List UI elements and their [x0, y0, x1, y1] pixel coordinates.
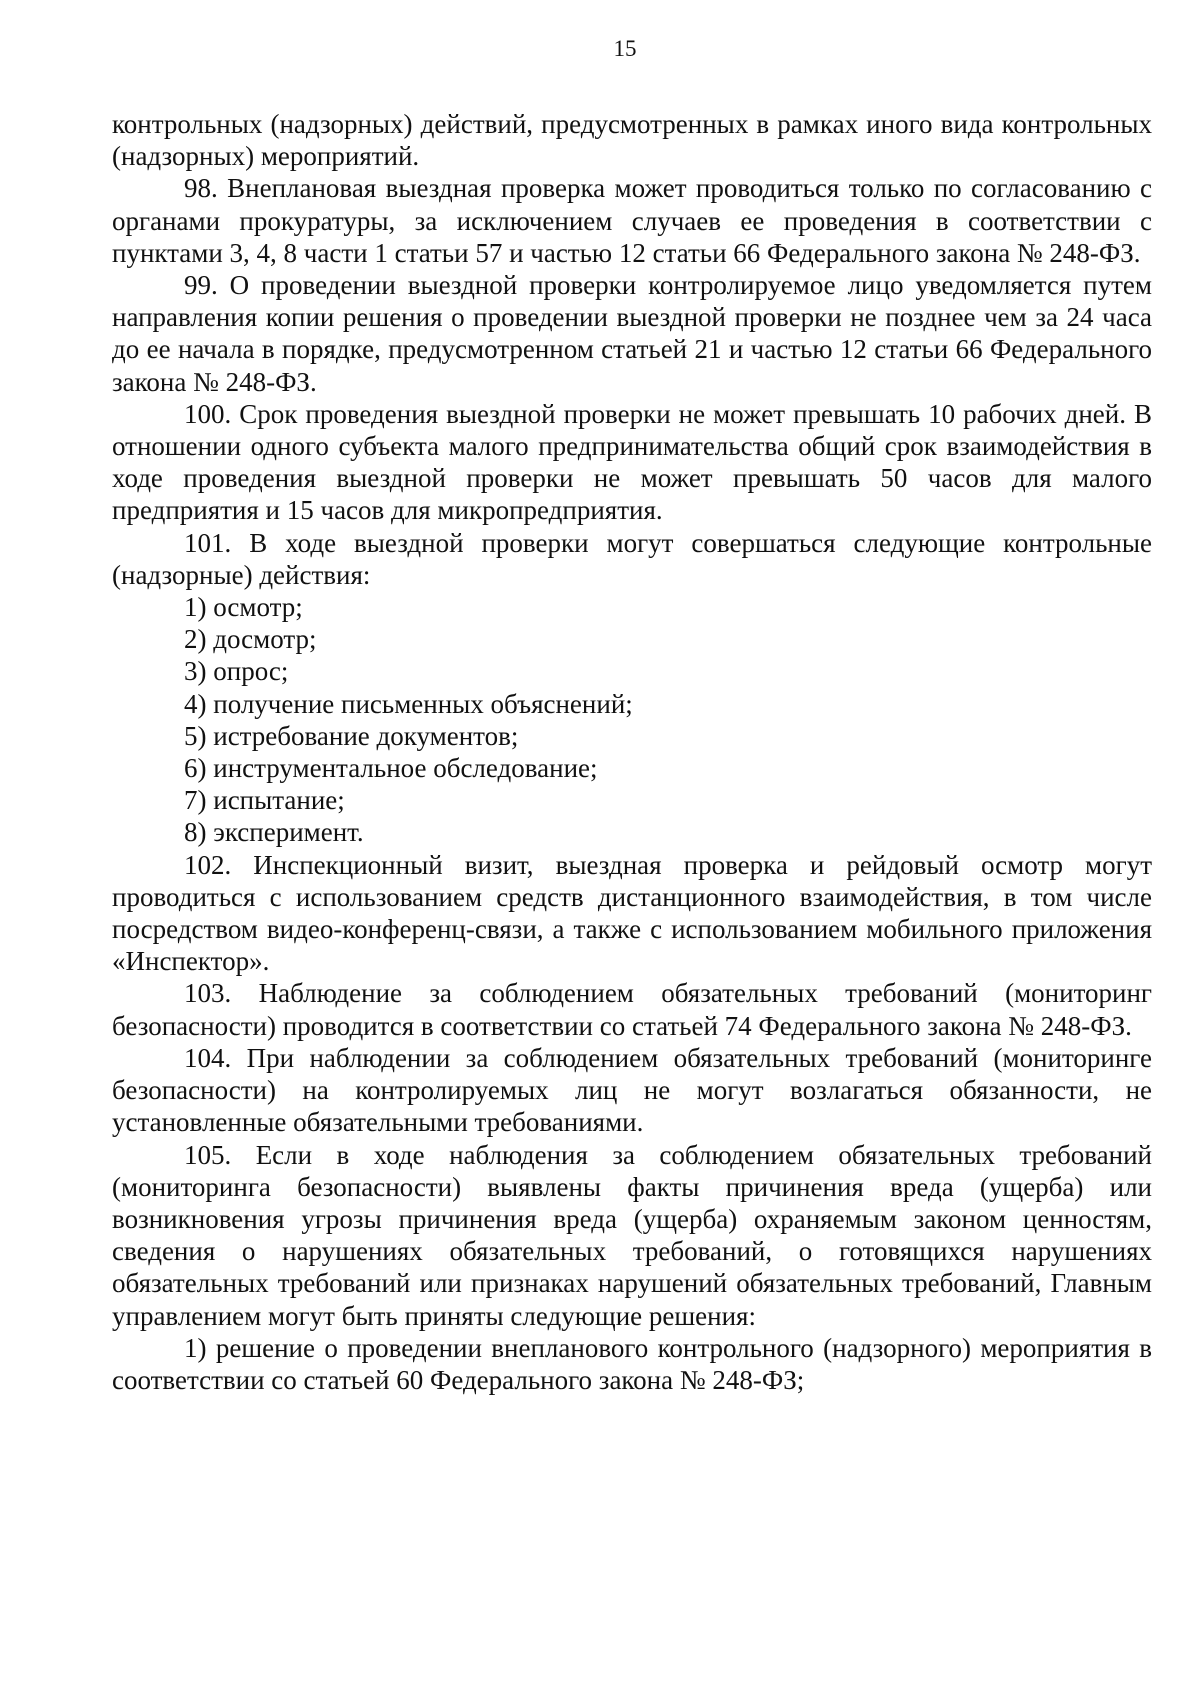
- paragraph-98: 98. Внеплановая выездная проверка может проводиться только по согласованию с органами прокуратуры, за исключением случаев ее проведения в соответствии с пунктами 3, 4, 8 части 1 статьи 57 и частью 12 статьи 66 Федерального закона № 248-ФЗ.: [112, 173, 1152, 268]
- paragraph-102: 102. Инспекционный визит, выездная проверка и рейдовый осмотр могут проводиться с использованием средств дистанционного взаимодействия, в том числе посредством видео-конференц-связи, а также с использованием мобильного приложения «Инспектор».: [112, 849, 1152, 977]
- paragraph-continuation: контрольных (надзорных) действий, предусмотренных в рамках иного вида контрольных (надзорных) мероприятий.: [112, 109, 1152, 172]
- paragraph-105: 105. Если в ходе наблюдения за соблюдением обязательных требований (мониторинга безопасности) выявлены факты причинения вреда (ущерба) или возникновения угрозы причинения вреда (ущерба) охраняемым законом ценностям, сведения о нарушениях обязательных требований, о готовящихся нарушениях обязательных требований или признаках нарушений обязательных требований, Главным управлением могут быть приняты следующие решения:: [112, 1139, 1152, 1331]
- list-item-search: 2) досмотр;: [184, 624, 317, 655]
- list-item-testing: 7) испытание;: [184, 785, 345, 816]
- paragraph-103: 103. Наблюдение за соблюдением обязательных требований (мониторинг безопасности) проводится в соответствии со статьей 74 Федерального закона № 248-ФЗ.: [112, 978, 1152, 1041]
- list-item-instrumental-examination: 6) инструментальное обследование;: [184, 753, 598, 784]
- paragraph-100: 100. Срок проведения выездной проверки не может превышать 10 рабочих дней. В отношении одного субъекта малого предпринимательства общий срок взаимодействия в ходе проведения выездной проверки не может превышать 50 часов для малого предприятия и 15 часов для микропредприятия.: [112, 398, 1152, 526]
- paragraph-99: 99. О проведении выездной проверки контролируемое лицо уведомляется путем направления копии решения о проведении выездной проверки не позднее чем за 24 часа до ее начала в порядке, предусмотренном статьей 21 и частью 12 статьи 66 Федерального закона № 248-ФЗ.: [112, 270, 1152, 397]
- list-item-documents-request: 5) истребование документов;: [184, 720, 519, 751]
- list-item-experiment: 8) эксперимент.: [184, 817, 364, 848]
- paragraph-105-item-1: 1) решение о проведении внепланового контрольного (надзорного) мероприятия в соответствии со статьей 60 Федерального закона № 248-ФЗ;: [112, 1332, 1152, 1395]
- list-item-written-explanations: 4) получение письменных объяснений;: [184, 688, 633, 719]
- paragraph-104: 104. При наблюдении за соблюдением обязательных требований (мониторинге безопасности) на контролируемых лиц не могут возлагаться обязанности, не установленные обязательными требованиями.: [112, 1042, 1152, 1138]
- list-item-interview: 3) опрос;: [184, 656, 289, 687]
- paragraph-101: 101. В ходе выездной проверки могут совершаться следующие контрольные (надзорные) действия:: [112, 527, 1152, 590]
- list-item-inspection: 1) осмотр;: [184, 592, 303, 623]
- page-number: 15: [613, 36, 637, 61]
- document-body: [112, 108, 1152, 1396]
